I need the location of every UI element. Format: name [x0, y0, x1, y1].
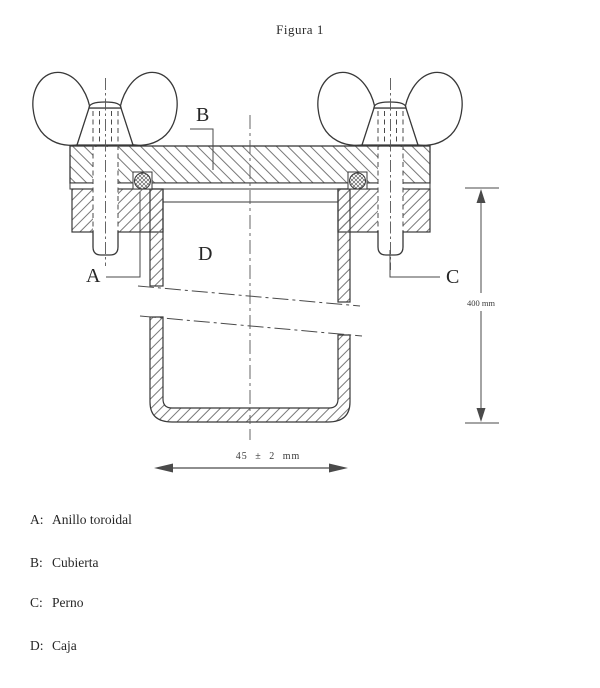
- box-wall-right-upper: [338, 189, 350, 302]
- o-ring-left: [133, 172, 152, 189]
- legend-label: Cubierta: [52, 555, 99, 570]
- legend-item-a: [30, 512, 132, 528]
- dimension-height: [465, 188, 499, 423]
- callout-b: B: [196, 104, 210, 126]
- dimension-height-label: 400 mm: [466, 298, 496, 308]
- arrow-right-icon: [329, 464, 348, 473]
- arrow-down-icon: [477, 408, 486, 422]
- o-ring-section-icon: [135, 173, 151, 189]
- legend-item-b: [30, 555, 99, 571]
- wing-nut-right: [318, 72, 462, 145]
- figure-title: Figura 1: [276, 22, 324, 37]
- legend-label: Anillo toroidal: [52, 512, 132, 527]
- dimension-width-label: 45 ± 2 mm: [235, 451, 301, 462]
- box-flanges: [72, 189, 430, 232]
- legend-label: Caja: [52, 638, 77, 653]
- wing-nut-cap: [374, 102, 406, 108]
- o-ring-right: [348, 172, 367, 189]
- legend-key: D:: [30, 638, 44, 653]
- callout-d: D: [198, 243, 213, 265]
- callout-a: A: [86, 265, 101, 287]
- wing-nut-left: [33, 72, 177, 145]
- legend-key: C:: [30, 595, 43, 610]
- arrow-left-icon: [154, 464, 173, 473]
- legend-label: Perno: [52, 595, 84, 610]
- wing-nut-cap: [89, 102, 121, 108]
- callout-c: C: [446, 266, 460, 288]
- legend-key: B:: [30, 555, 43, 570]
- box-wall-left-upper: [150, 189, 163, 286]
- o-ring-section-icon: [350, 173, 366, 189]
- legend-item-d: [30, 638, 77, 654]
- legend-item-c: [30, 595, 84, 611]
- arrow-up-icon: [477, 189, 486, 203]
- dimension-width: [154, 451, 348, 473]
- legend-key: A:: [30, 512, 44, 527]
